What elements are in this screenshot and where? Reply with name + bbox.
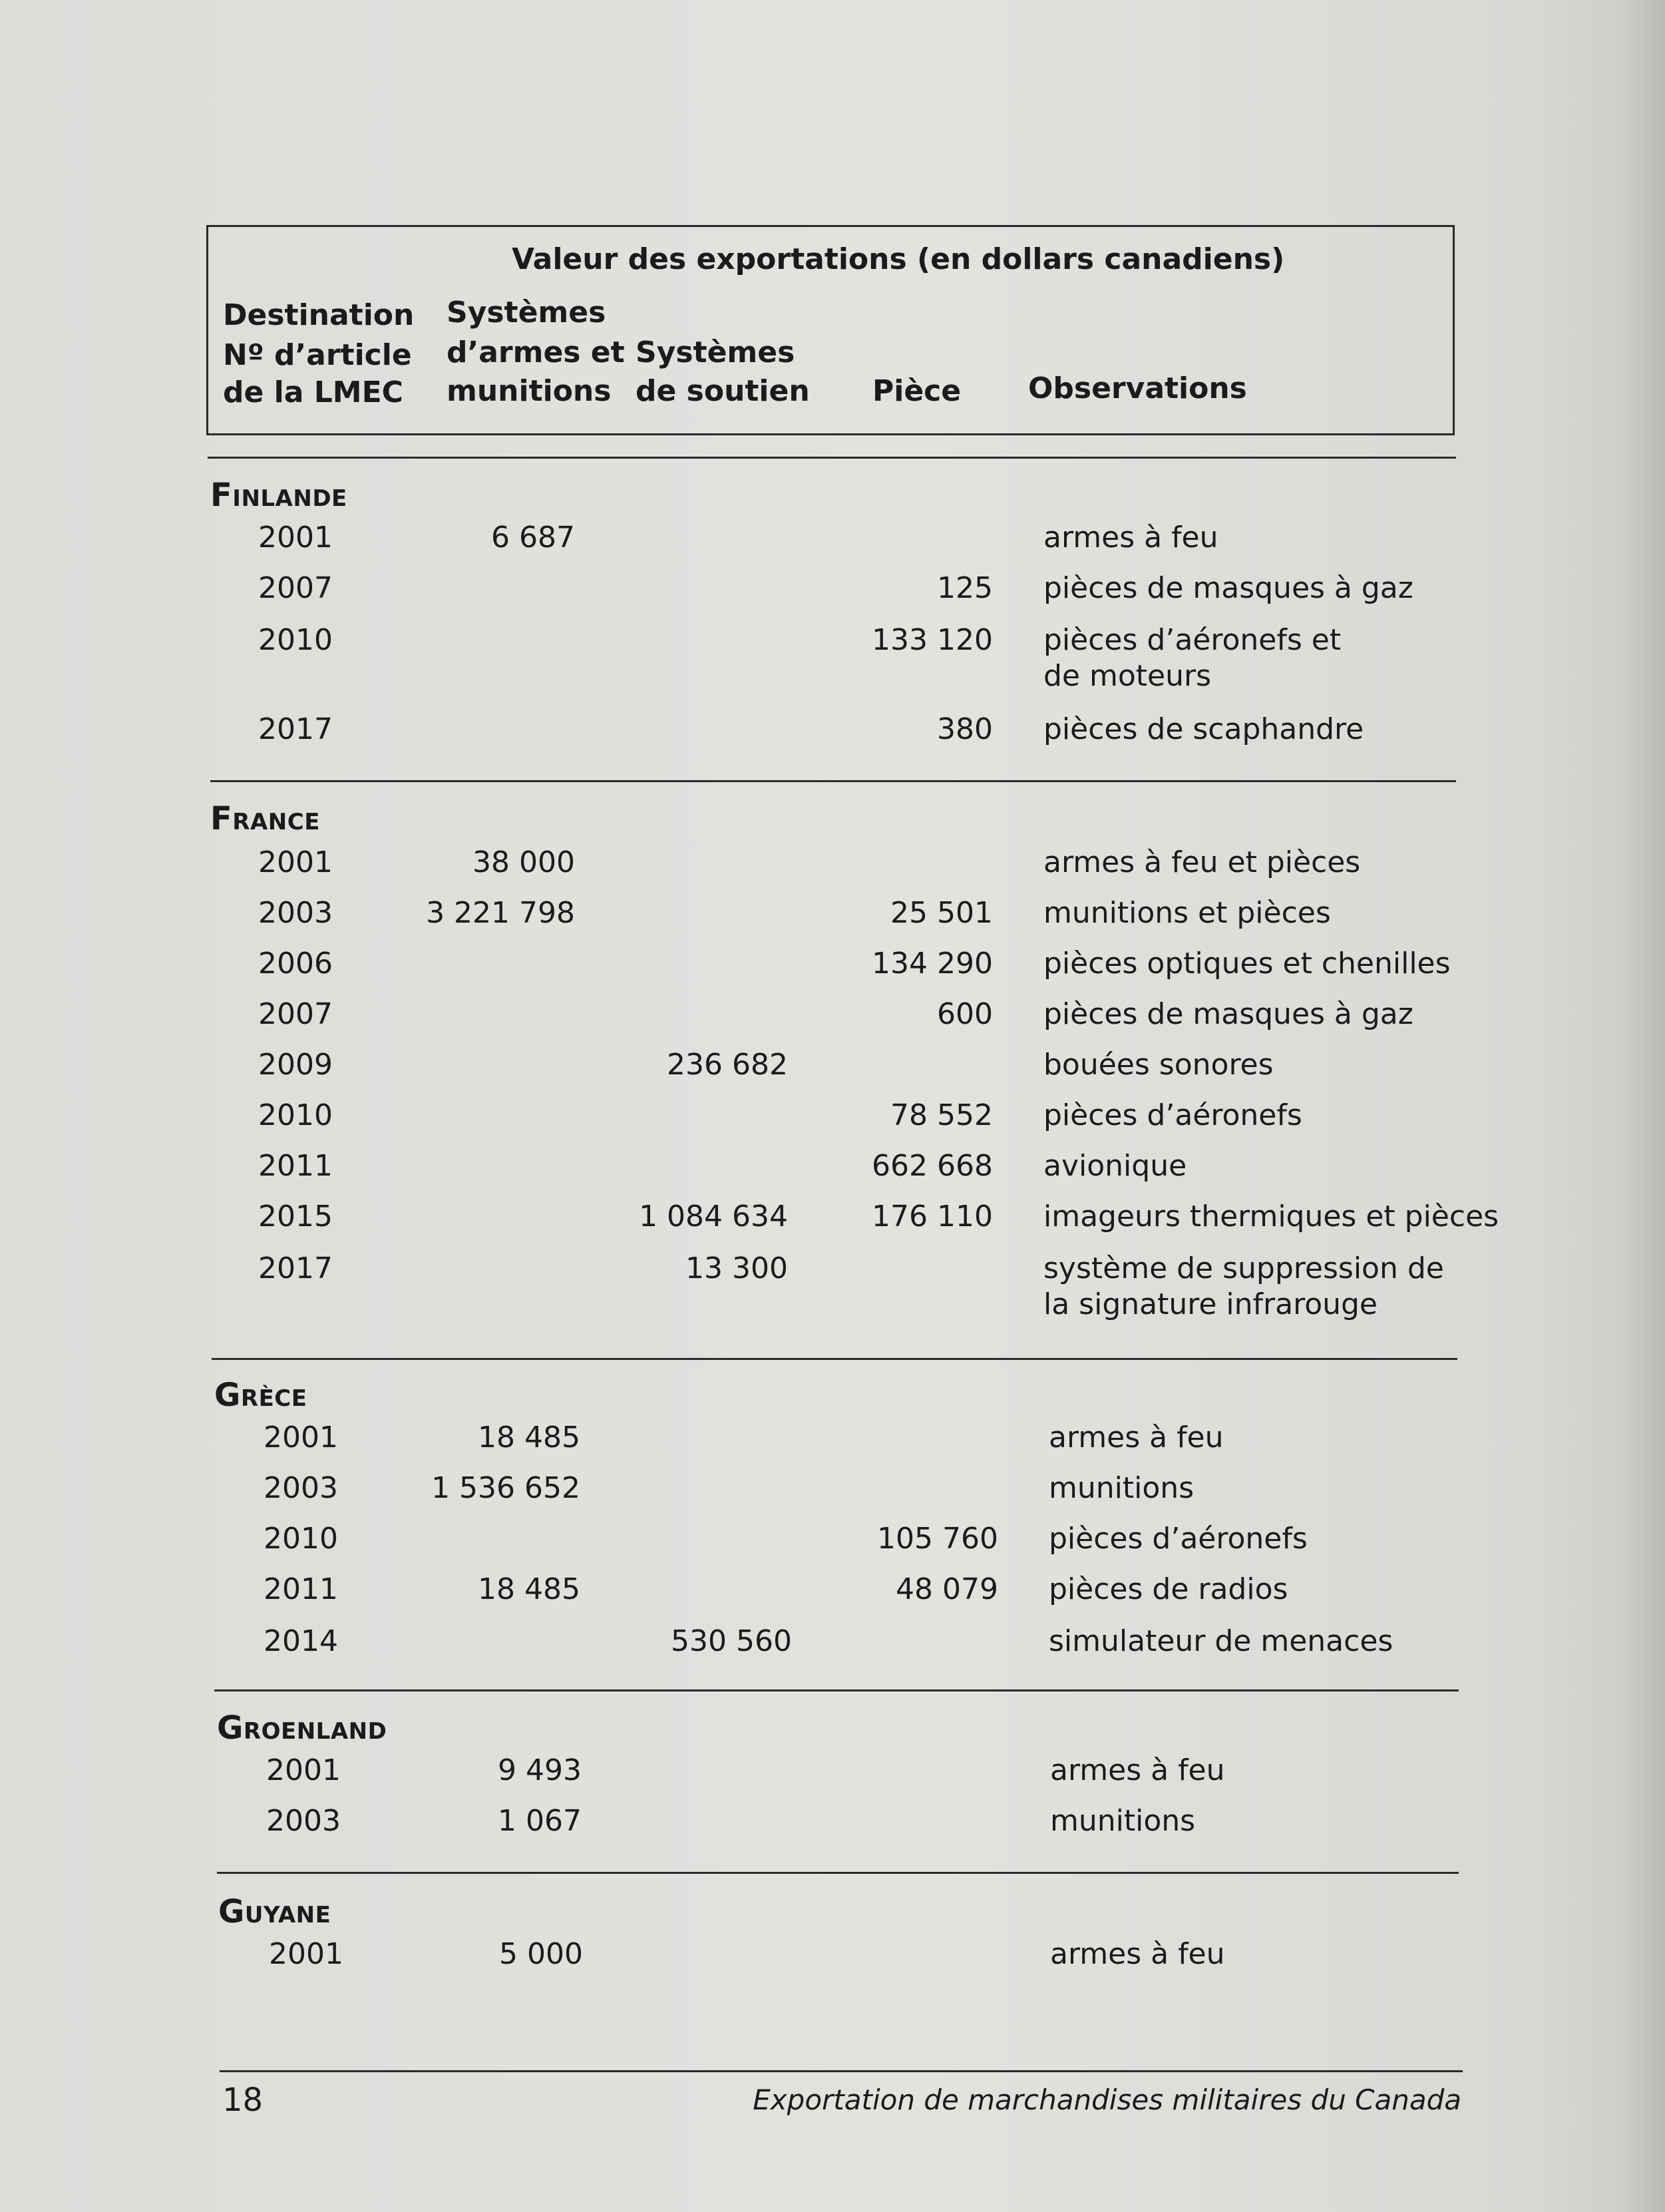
observation-text: munitions et pièces bbox=[1043, 896, 1331, 930]
observation-text: armes à feu bbox=[1050, 1937, 1225, 1971]
table-row bbox=[0, 1803, 1665, 1843]
table-header-box bbox=[206, 225, 1455, 435]
observation-text: pièces d’aéronefs bbox=[1043, 1098, 1302, 1132]
observation-text: bouées sonores bbox=[1043, 1048, 1274, 1082]
table-row bbox=[0, 945, 1665, 985]
observation-text: simulateur de menaces bbox=[1049, 1624, 1393, 1658]
observation-text: munitions bbox=[1049, 1471, 1195, 1505]
observation-text: pièces de radios bbox=[1049, 1572, 1288, 1606]
page-number: 18 bbox=[222, 2082, 264, 2119]
table-row bbox=[0, 1752, 1665, 1792]
armes-value: 1 536 652 bbox=[431, 1471, 580, 1505]
armes-value: 6 687 bbox=[491, 521, 575, 554]
year-cell: 2006 bbox=[258, 947, 333, 981]
header-armes-line1: Systèmes bbox=[447, 296, 606, 330]
year-cell: 2010 bbox=[264, 1522, 338, 1556]
piece-value: 600 bbox=[937, 997, 993, 1031]
piece-value: 134 290 bbox=[872, 947, 993, 981]
observation-text: pièces d’aéronefs bbox=[1049, 1522, 1308, 1556]
year-cell: 2001 bbox=[258, 845, 333, 879]
header-destination-line1: Destination bbox=[223, 298, 415, 332]
piece-value: 105 760 bbox=[877, 1522, 998, 1556]
year-cell: 2017 bbox=[258, 1251, 333, 1285]
year-cell: 2014 bbox=[264, 1624, 338, 1658]
observation-text: armes à feu bbox=[1049, 1421, 1224, 1454]
header-destination-line3: de la LMEC bbox=[223, 375, 403, 409]
observation-text-continued: la signature infrarouge bbox=[1043, 1287, 1378, 1321]
header-observations: Observations bbox=[1028, 371, 1247, 405]
table-row bbox=[0, 622, 1665, 662]
soutien-value: 1 084 634 bbox=[639, 1200, 788, 1233]
table-row bbox=[0, 711, 1665, 751]
armes-value: 1 067 bbox=[498, 1804, 582, 1838]
year-cell: 2009 bbox=[258, 1048, 333, 1082]
year-cell: 2003 bbox=[264, 1471, 338, 1505]
section-divider bbox=[212, 1358, 1457, 1360]
header-soutien-line1: Systèmes bbox=[636, 335, 795, 369]
observation-text: armes à feu bbox=[1043, 521, 1218, 554]
year-cell: 2011 bbox=[264, 1572, 338, 1606]
table-row bbox=[0, 1419, 1665, 1459]
observation-text: système de suppression de bbox=[1043, 1251, 1444, 1285]
piece-value: 25 501 bbox=[890, 896, 993, 930]
armes-value: 38 000 bbox=[472, 845, 575, 879]
year-cell: 2003 bbox=[266, 1804, 341, 1838]
year-cell: 2003 bbox=[258, 896, 333, 930]
year-cell: 2001 bbox=[258, 521, 333, 554]
year-cell: 2001 bbox=[266, 1753, 341, 1787]
piece-value: 662 668 bbox=[872, 1149, 993, 1183]
header-title: Valeur des exportations (en dollars canadiens) bbox=[512, 242, 1285, 276]
table-row bbox=[0, 1250, 1665, 1290]
observation-text: pièces d’aéronefs et bbox=[1043, 623, 1342, 657]
observation-text-continued: de moteurs bbox=[1043, 659, 1211, 693]
piece-value: 125 bbox=[937, 571, 993, 605]
country-heading-groenland: Groenland bbox=[217, 1709, 387, 1747]
country-heading-guyane: Guyane bbox=[218, 1893, 331, 1930]
table-row bbox=[0, 895, 1665, 935]
year-cell: 2001 bbox=[269, 1937, 343, 1971]
table-row bbox=[0, 519, 1665, 559]
year-cell: 2010 bbox=[258, 1098, 333, 1132]
piece-value: 176 110 bbox=[872, 1200, 993, 1233]
piece-value: 380 bbox=[937, 712, 993, 746]
observation-text: munitions bbox=[1050, 1804, 1196, 1838]
table-row bbox=[0, 1097, 1665, 1137]
observation-text: avionique bbox=[1043, 1149, 1187, 1183]
header-armes-line2: d’armes et bbox=[447, 335, 625, 369]
table-row bbox=[0, 1936, 1665, 1976]
table-row bbox=[0, 844, 1665, 884]
year-cell: 2010 bbox=[258, 623, 333, 657]
armes-value: 18 485 bbox=[478, 1572, 580, 1606]
table-row bbox=[0, 570, 1665, 610]
soutien-value: 236 682 bbox=[667, 1048, 788, 1082]
country-heading-france: France bbox=[210, 800, 320, 837]
section-divider bbox=[217, 1872, 1459, 1874]
header-destination-line2: Nº d’article bbox=[223, 338, 412, 372]
soutien-value: 530 560 bbox=[671, 1624, 792, 1658]
table-row bbox=[0, 1046, 1665, 1086]
observation-text: armes à feu et pièces bbox=[1043, 845, 1361, 879]
observation-text: imageurs thermiques et pièces bbox=[1043, 1200, 1499, 1233]
observation-text: pièces optiques et chenilles bbox=[1043, 947, 1451, 981]
header-soutien-line2: de soutien bbox=[636, 374, 810, 408]
header-piece: Pièce bbox=[872, 374, 962, 408]
year-cell: 2007 bbox=[258, 571, 333, 605]
table-row bbox=[0, 1148, 1665, 1188]
armes-value: 9 493 bbox=[498, 1753, 582, 1787]
table-row bbox=[0, 1470, 1665, 1510]
observation-text: armes à feu bbox=[1050, 1753, 1225, 1787]
year-cell: 2001 bbox=[264, 1421, 338, 1454]
footer-divider bbox=[220, 2070, 1463, 2072]
section-divider bbox=[214, 1689, 1459, 1691]
year-cell: 2007 bbox=[258, 997, 333, 1031]
section-divider bbox=[210, 780, 1456, 782]
table-row bbox=[0, 1520, 1665, 1560]
armes-value: 3 221 798 bbox=[426, 896, 575, 930]
armes-value: 18 485 bbox=[478, 1421, 580, 1454]
table-row bbox=[0, 1623, 1665, 1663]
footer-title: Exportation de marchandises militaires du Canada bbox=[753, 2084, 1461, 2116]
table-row bbox=[0, 996, 1665, 1036]
header-armes-line3: munitions bbox=[447, 374, 612, 408]
observation-text: pièces de masques à gaz bbox=[1043, 571, 1413, 605]
piece-value: 133 120 bbox=[872, 623, 993, 657]
table-row bbox=[0, 1198, 1665, 1238]
country-heading-grece: Grèce bbox=[214, 1377, 307, 1414]
piece-value: 78 552 bbox=[890, 1098, 993, 1132]
year-cell: 2017 bbox=[258, 712, 333, 746]
year-cell: 2011 bbox=[258, 1149, 333, 1183]
piece-value: 48 079 bbox=[896, 1572, 998, 1606]
year-cell: 2015 bbox=[258, 1200, 333, 1233]
header-divider bbox=[208, 457, 1456, 459]
armes-value: 5 000 bbox=[499, 1937, 583, 1971]
observation-text: pièces de scaphandre bbox=[1043, 712, 1364, 746]
observation-text: pièces de masques à gaz bbox=[1043, 997, 1413, 1031]
soutien-value: 13 300 bbox=[685, 1251, 788, 1285]
table-row bbox=[0, 1571, 1665, 1611]
country-heading-finlande: Finlande bbox=[210, 477, 347, 514]
